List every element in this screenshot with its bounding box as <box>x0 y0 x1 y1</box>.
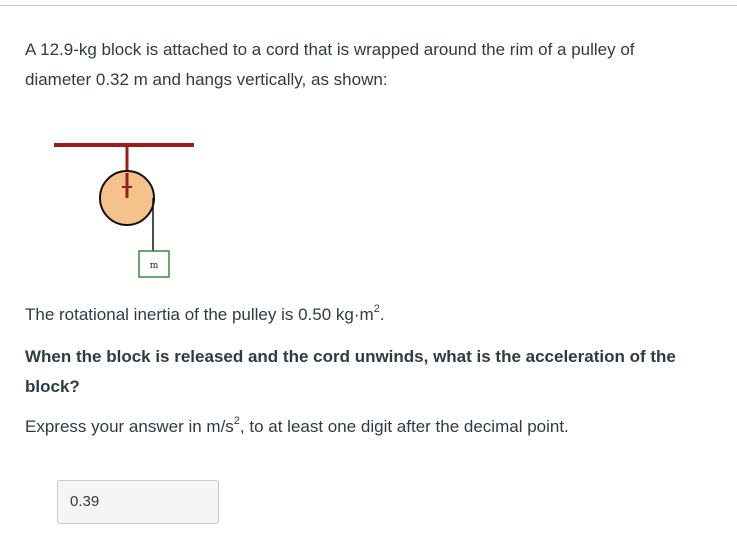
instructions-tail: , to at least one digit after the decimal point. <box>239 417 569 436</box>
inertia-exponent: 2 <box>373 303 380 316</box>
ceiling-bar <box>54 143 194 147</box>
instructions-exponent: 2 <box>233 415 240 428</box>
pulley-support <box>126 147 129 173</box>
answer-instructions <box>25 412 705 442</box>
block-label: m <box>149 261 159 271</box>
question-prompt: When the block is released and the cord unwinds, what is the acceleration of the block? <box>25 347 676 396</box>
instructions-text: Express your answer in m/s <box>25 417 234 436</box>
pulley-diagram <box>50 138 200 283</box>
answer-input[interactable]: 0.39 <box>57 480 219 524</box>
inertia-period: . <box>379 305 385 324</box>
question-intro: A 12.9-kg block is attached to a cord that is wrapped around the rim of a pulley of diameter 0.32 m and hangs vertically, as shown: <box>25 40 635 89</box>
inertia-statement <box>25 300 705 330</box>
pulley-diagram-svg <box>50 138 200 283</box>
top-divider <box>0 5 737 6</box>
inertia-text: The rotational inertia of the pulley is 0.50 kg·m <box>25 305 374 324</box>
